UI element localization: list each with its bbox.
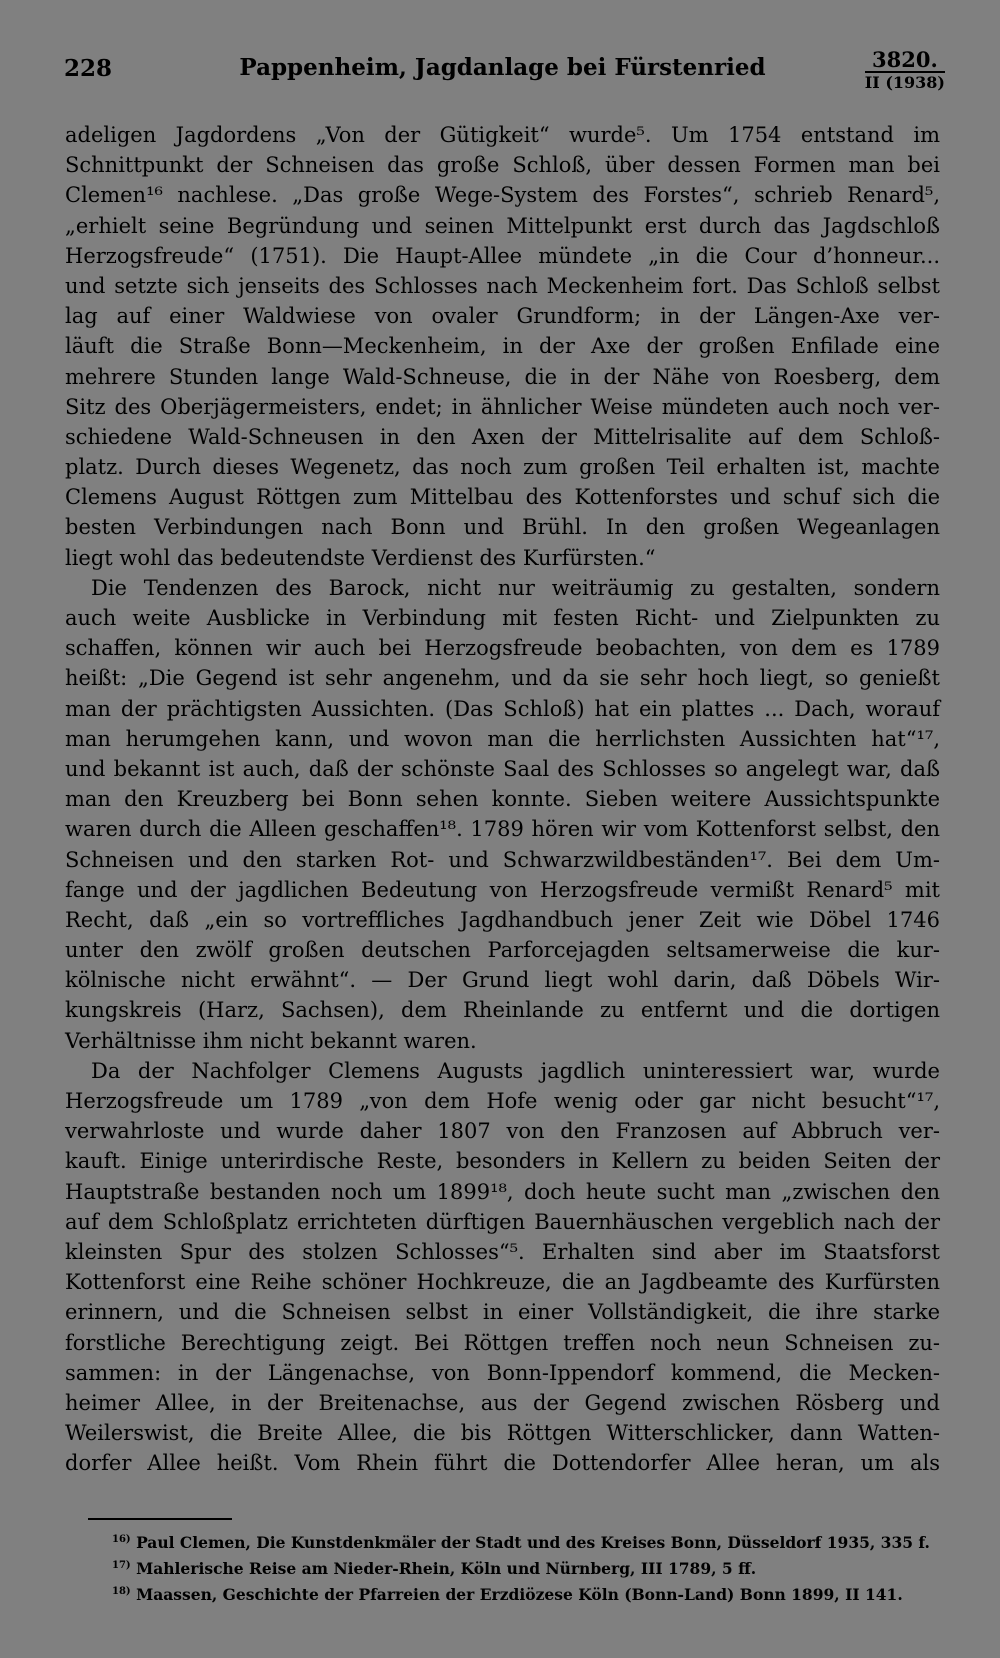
footnote-text: Maassen, Geschichte der Pfarreien der Erzdiözese Köln (Bonn-Land) Bonn 1899, II 141. — [136, 1585, 903, 1605]
footnote-separator — [88, 1518, 232, 1520]
footnote-text: Mahlerische Reise am Nieder-Rhein, Köln und Nürnberg, III 1789, 5 ff. — [136, 1559, 757, 1579]
text-line: verwahrloste und wurde daher 1807 von den Franzosen auf Abbruch ver- — [65, 1119, 940, 1144]
text-line: lag auf einer Waldwiese von ovaler Grundform; in der Längen-Axe ver- — [65, 304, 940, 329]
text-line: und setzte sich jenseits des Schlosses nach Meckenheim fort. Das Schloß selbst — [65, 273, 940, 298]
text-line: schiedene Wald-Schneusen in den Axen der Mittelrisalite auf dem Schloß- — [65, 424, 940, 449]
text-line: heißt: „Die Gegend ist sehr angenehm, und da sie sehr hoch liegt, so genießt — [65, 666, 940, 691]
footnote — [112, 1527, 942, 1553]
text-line: Hauptstraße bestanden noch um 1899¹⁸, doch heute sucht man „zwischen den — [65, 1179, 940, 1204]
text-line: liegt wohl das bedeutendste Verdienst des Kurfürsten.“ — [65, 545, 656, 570]
text-line: adeligen Jagdordens „Von der Gütigkeit“ wurde⁵. Um 1754 entstand im — [65, 123, 940, 147]
text-line: Clemens August Röttgen zum Mittelbau des Kottenforstes und schuf sich die — [65, 485, 940, 510]
body-text — [65, 120, 940, 1478]
text-line: Weilerswist, die Breite Allee, die bis Röttgen Witterschlicker, dann Watten- — [65, 1421, 940, 1446]
footnote-text: Paul Clemen, Die Kunstdenkmäler der Stadt und des Kreises Bonn, Düsseldorf 1935, 335 f. — [136, 1533, 930, 1553]
text-line: kungskreis (Harz, Sachsen), dem Rheinlande zu entfernt und die dortigen — [65, 998, 940, 1023]
footnote-mark: 17) — [112, 1560, 131, 1571]
page-header — [60, 47, 945, 94]
text-line: forstliche Berechtigung zeigt. Bei Röttgen treffen noch neun Schneisen zu- — [65, 1330, 940, 1355]
text-line: kleinsten Spur des stolzen Schlosses“⁵. Erhalten sind aber im Staatsforst — [65, 1239, 940, 1264]
text-line: schaffen, können wir auch bei Herzogsfreude beobachten, von dem es 1789 — [65, 636, 940, 661]
volume-year: II (1938) — [864, 73, 945, 92]
footnote — [112, 1579, 942, 1605]
text-line: mehrere Stunden lange Wald-Schneuse, die in der Nähe von Roesberg, dem — [65, 364, 940, 389]
text-line: kölnische nicht erwähnt“. — Der Grund liegt wohl darin, daß Döbels Wir- — [65, 968, 940, 993]
footnote — [112, 1553, 942, 1579]
text-line: Schneisen und den starken Rot- und Schwarzwildbeständen¹⁷. Bei dem Um- — [65, 847, 940, 872]
text-line: platz. Durch dieses Wegenetz, das noch zum großen Teil erhalten ist, machte — [65, 455, 940, 480]
text-line: Herzogsfreude um 1789 „von dem Hofe wenig oder gar nicht besucht“¹⁷, — [65, 1089, 940, 1113]
text-line: man herumgehen kann, und wovon man die herrlichsten Aussichten hat“¹⁷, — [65, 726, 940, 751]
text-line: heimer Allee, in der Breitenachse, aus der Gegend zwischen Rösberg und — [65, 1390, 940, 1415]
volume-number: 3820. — [865, 50, 945, 73]
page-number: 228 — [64, 55, 113, 82]
text-line: erinnern, und die Schneisen selbst in einer Vollständigkeit, die ihre starke — [65, 1300, 940, 1325]
text-line: fange und der jagdlichen Bedeutung von Herzogsfreude vermißt Renard⁵ mit — [65, 877, 940, 902]
text-line: Verhältnisse ihm nicht bekannt waren. — [65, 1028, 477, 1053]
text-line: auch weite Ausblicke in Verbindung mit festen Richt- und Zielpunkten zu — [65, 606, 940, 630]
text-line: Herzogsfreude“ (1751). Die Haupt-Allee mündete „in die Cour d’honneur... — [65, 243, 940, 268]
text-line: „erhielt seine Begründung und seinen Mittelpunkt erst durch das Jagdschloß — [65, 213, 940, 238]
text-line: unter den zwölf großen deutschen Parforcejagden seltsamerweise die kur- — [65, 938, 940, 963]
text-line: Sitz des Oberjägermeisters, endet; in ähnlicher Weise mündeten auch noch ver- — [65, 394, 940, 419]
text-line: besten Verbindungen nach Bonn und Brühl. In den großen Wegeanlagen — [65, 515, 940, 540]
text-line: dorfer Allee heißt. Vom Rhein führt die Dottendorfer Allee heran, um als — [65, 1451, 940, 1476]
volume-marker — [864, 47, 945, 93]
text-line: läuft die Straße Bonn—Meckenheim, in der Axe der großen Enfilade eine — [65, 334, 940, 359]
text-line: Da der Nachfolger Clemens Augusts jagdlich uninteressiert war, wurde — [91, 1058, 940, 1083]
text-line: man der prächtigsten Aussichten. (Das Schloß) hat ein plattes ... Dach, worauf — [65, 696, 940, 721]
text-line: Recht, daß „ein so vortreffliches Jagdhandbuch jener Zeit wie Döbel 1746 — [65, 907, 940, 932]
text-line: sammen: in der Längenachse, von Bonn-Ippendorf kommend, die Mecken- — [65, 1360, 940, 1385]
text-line: man den Kreuzberg bei Bonn sehen konnte. Sieben weitere Aussichtspunkte — [65, 787, 940, 812]
text-line: und bekannt ist auch, daß der schönste Saal des Schlosses so angelegt war, daß — [65, 756, 940, 781]
footnotes — [112, 1527, 942, 1605]
footnote-mark: 16) — [112, 1534, 131, 1545]
text-line: Die Tendenzen des Barock, nicht nur weiträumig zu gestalten, sondern — [91, 575, 940, 600]
text-line: Schnittpunkt der Schneisen das große Schloß, über dessen Formen man bei — [65, 153, 940, 178]
text-line: auf dem Schloßplatz errichteten dürftigen Bauernhäuschen vergeblich nach der — [65, 1209, 940, 1234]
text-line: Kottenforst eine Reihe schöner Hochkreuze, die an Jagdbeamte des Kurfürsten — [65, 1270, 940, 1295]
text-line: Clemen¹⁶ nachlese. „Das große Wege-System des Forstes“, schrieb Renard⁵, — [65, 183, 940, 208]
text-line: kauft. Einige unterirdische Reste, besonders in Kellern zu beiden Seiten der — [65, 1149, 940, 1174]
text-line: waren durch die Alleen geschaffen¹⁸. 1789 hören wir vom Kottenforst selbst, den — [65, 817, 940, 842]
footnote-mark: 18) — [112, 1586, 131, 1597]
running-title: Pappenheim, Jagdanlage bei Fürstenried — [239, 54, 766, 81]
